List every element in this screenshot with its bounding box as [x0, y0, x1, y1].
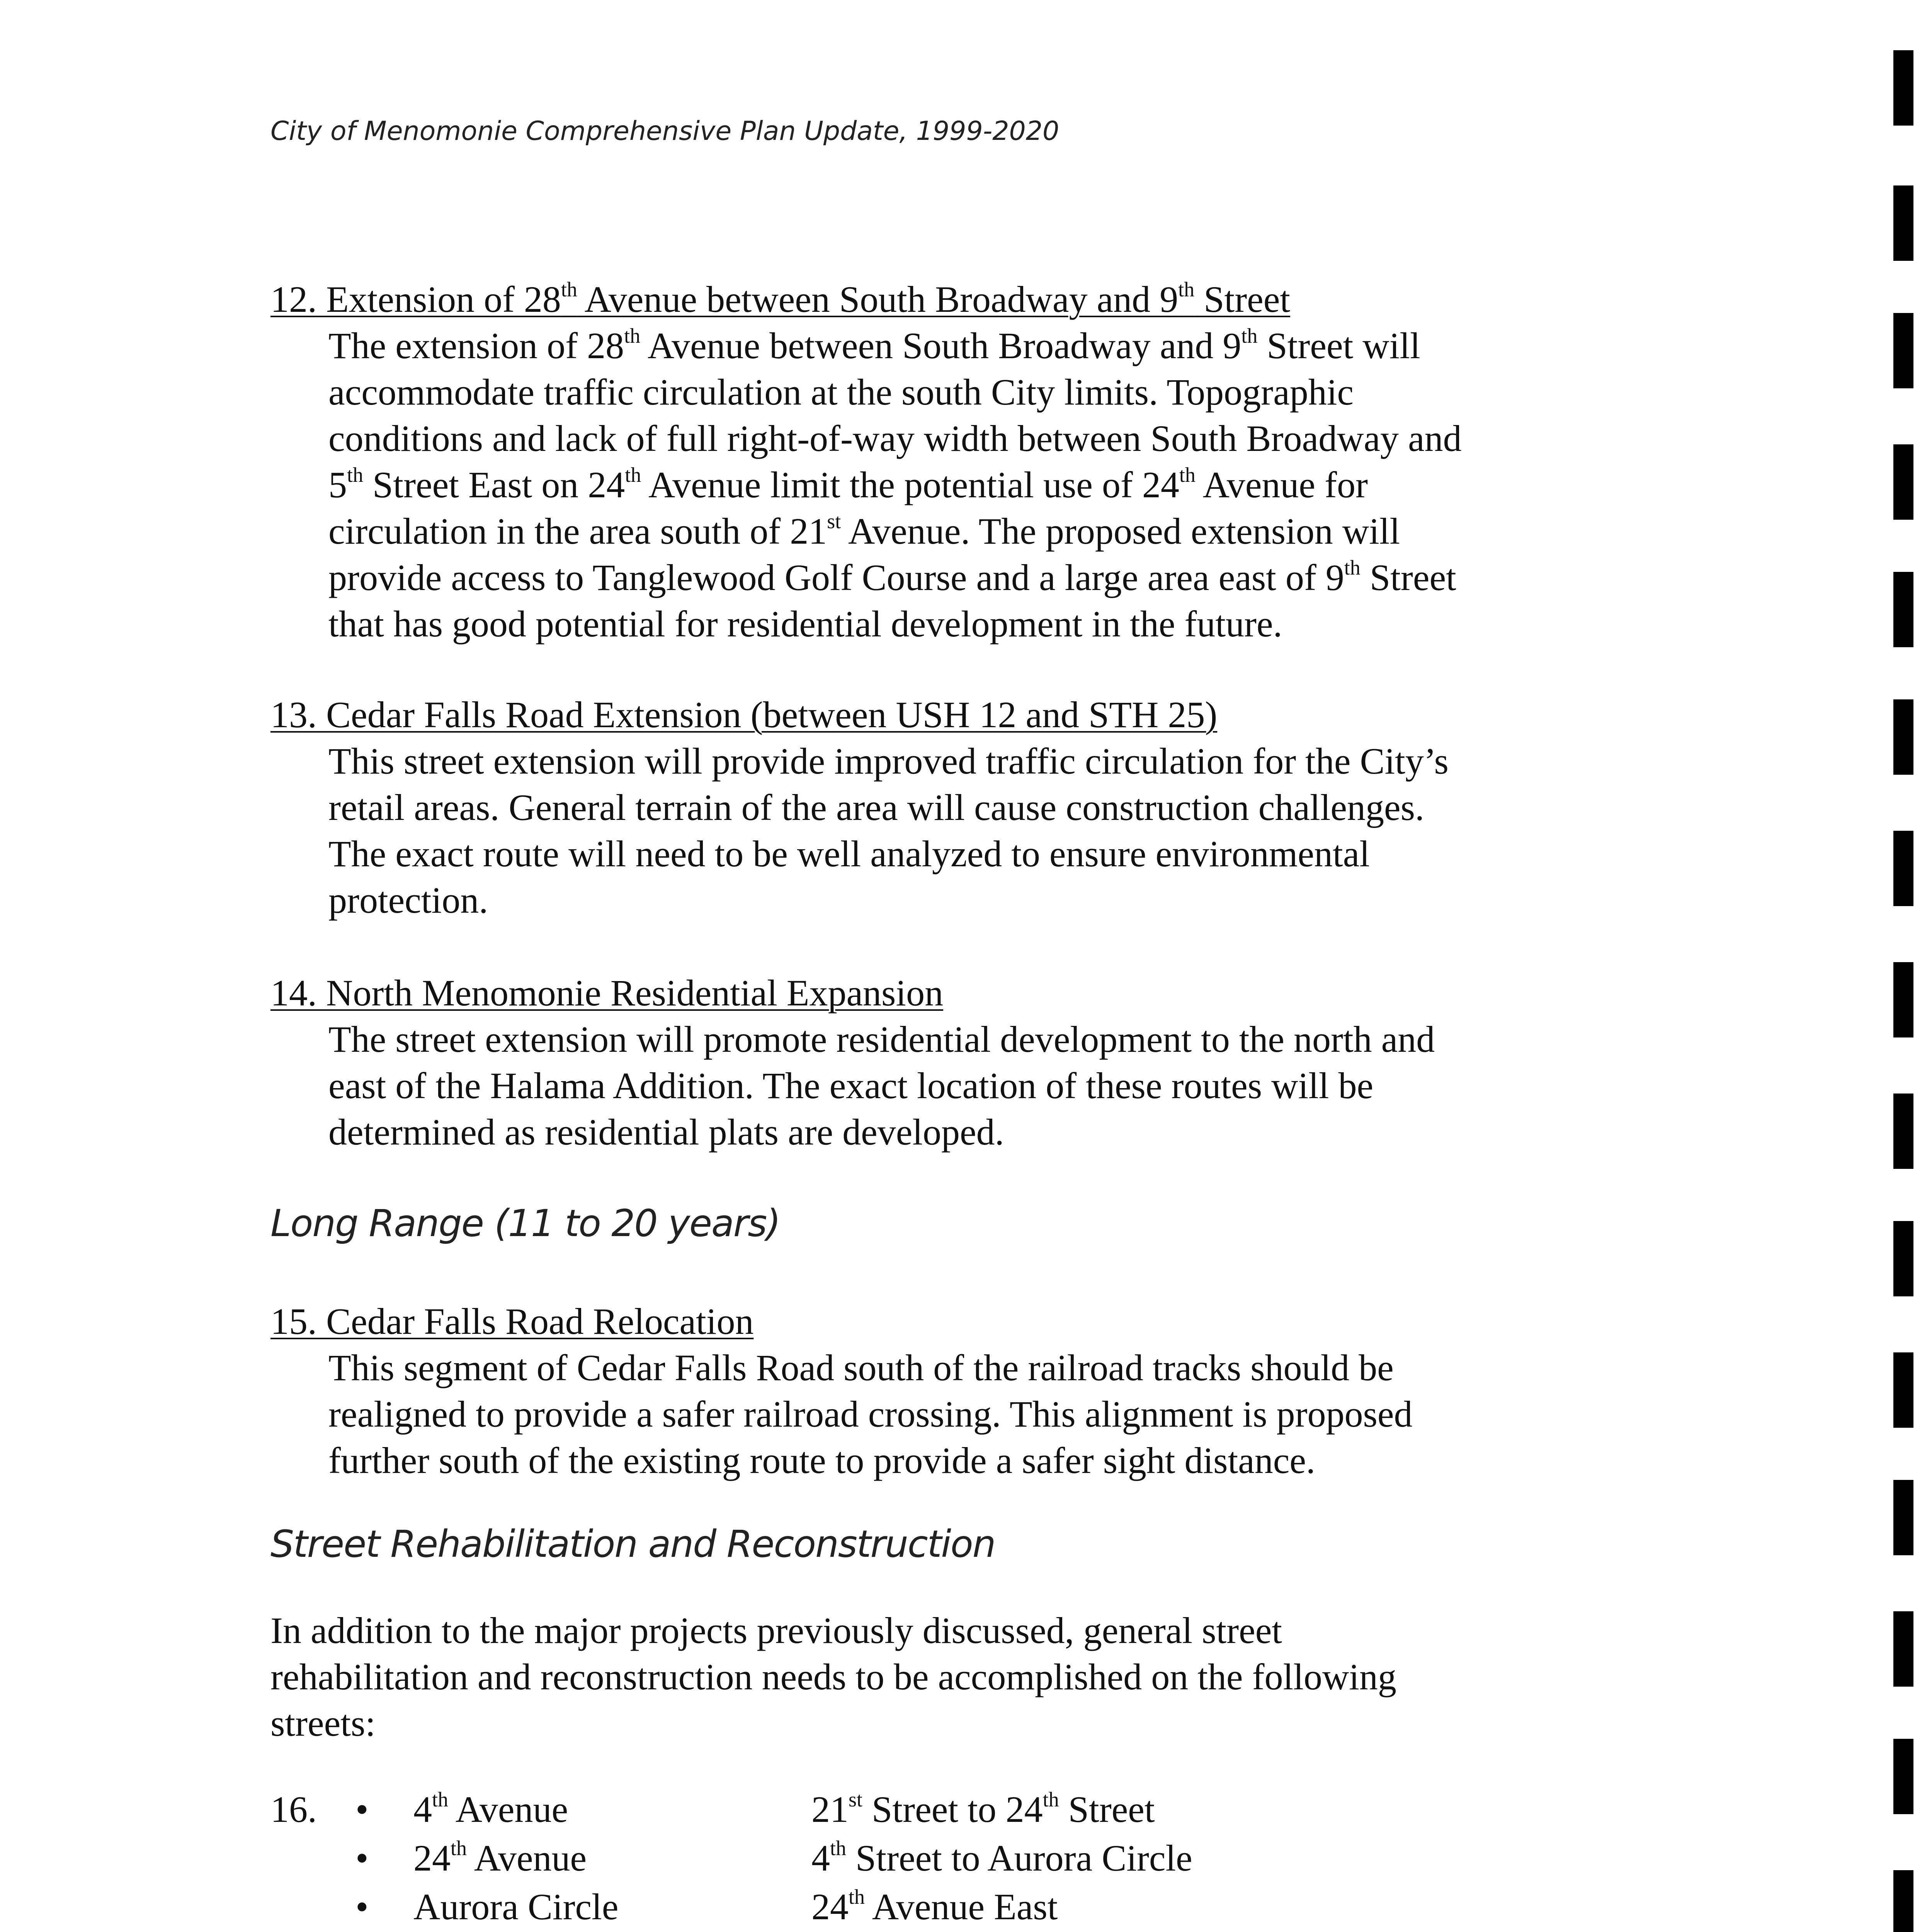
paragraph-line: streets: — [270, 1702, 376, 1744]
binding-mark — [1893, 1221, 1913, 1296]
body-line: conditions and lack of full right-of-way width between South Broadway and — [328, 418, 1462, 459]
item-body — [328, 1345, 1700, 1484]
street-row — [270, 1785, 1430, 1834]
body-line: This segment of Cedar Falls Road south of the railroad tracks should be — [328, 1347, 1394, 1388]
binding-mark — [1893, 1352, 1913, 1428]
item-body — [328, 323, 1700, 647]
body-line: determined as residential plats are developed. — [328, 1111, 1004, 1153]
bullet-icon: • — [355, 1789, 369, 1830]
item-title: 13. Cedar Falls Road Extension (between USH 12 and STH 25) — [270, 694, 1218, 735]
body-line: The extension of 28th Avenue between South Broadway and 9th Street will — [328, 324, 1420, 366]
body-line: accommodate traffic circulation at the south City limits. Topographic — [328, 371, 1354, 413]
body-line: provide access to Tanglewood Golf Course and a large area east of 9th Street — [328, 556, 1456, 598]
street-list — [270, 1785, 1430, 1931]
body-line: protection. — [328, 879, 488, 921]
binding-mark — [1893, 962, 1913, 1037]
binding-mark — [1893, 50, 1913, 126]
paragraph-line: In addition to the major projects previously discussed, general street — [270, 1610, 1282, 1651]
binding-mark — [1893, 699, 1913, 775]
body-line: that has good potential for residential development in the future. — [328, 603, 1282, 645]
project-item-12 — [270, 276, 1700, 647]
binding-mark — [1893, 572, 1913, 647]
item-title: 12. Extension of 28th Avenue between South Broadway and 9th Street — [270, 278, 1291, 320]
binding-mark — [1893, 1739, 1913, 1814]
bullet-icon: • — [355, 1837, 369, 1879]
street-extent: 4th Street to Aurora Circle — [811, 1837, 1192, 1879]
binding-mark — [1893, 831, 1913, 906]
binding-mark — [1893, 1094, 1913, 1169]
body-line: further south of the existing route to provide a safer sight distance. — [328, 1440, 1315, 1481]
list-number: 16. — [270, 1789, 317, 1830]
binding-mark — [1893, 444, 1913, 520]
paragraph-line: rehabilitation and reconstruction needs to be accomplished on the following — [270, 1656, 1396, 1697]
body-line: The exact route will need to be well analyzed to ensure environmental — [328, 833, 1370, 874]
body-line: realigned to provide a safer railroad crossing. This alignment is proposed — [328, 1393, 1413, 1435]
body-line: This street extension will provide improved traffic circulation for the City’s — [328, 740, 1449, 782]
street-extent: 21st Street to 24th Street — [811, 1788, 1155, 1830]
project-item-13 — [270, 692, 1700, 923]
rehab-paragraph — [270, 1607, 1396, 1747]
body-line: 5th Street East on 24th Avenue limit the potential use of 24th Avenue for — [328, 463, 1368, 505]
street-row — [270, 1834, 1430, 1883]
section-heading-rehab: Street Rehabilitation and Reconstruction — [270, 1522, 995, 1566]
street-row — [270, 1883, 1430, 1931]
street-name: 24th Avenue — [413, 1837, 587, 1879]
project-item-14 — [270, 970, 1700, 1155]
binding-mark — [1893, 313, 1913, 388]
item-title: 14. North Menomonie Residential Expansion — [270, 972, 944, 1014]
section-heading-long-range: Long Range (11 to 20 years) — [270, 1202, 780, 1245]
body-line: east of the Halama Addition. The exact location of these routes will be — [328, 1065, 1374, 1106]
street-name: Aurora Circle — [413, 1886, 619, 1927]
binding-mark — [1893, 1870, 1913, 1932]
item-body — [328, 738, 1700, 923]
item-body — [328, 1016, 1700, 1155]
project-item-15 — [270, 1298, 1700, 1484]
binding-mark — [1893, 185, 1913, 261]
item-title: 15. Cedar Falls Road Relocation — [270, 1301, 754, 1342]
bullet-icon: • — [355, 1886, 369, 1927]
binding-mark — [1893, 1480, 1913, 1555]
binding-mark — [1893, 1611, 1913, 1687]
body-line: circulation in the area south of 21st Avenue. The proposed extension will — [328, 510, 1400, 552]
body-line: retail areas. General terrain of the area will cause construction challenges. — [328, 787, 1424, 828]
running-header: City of Menomonie Comprehensive Plan Update, 1999-2020 — [270, 116, 1060, 146]
street-name: 4th Avenue — [413, 1788, 568, 1830]
body-line: The street extension will promote residential development to the north and — [328, 1019, 1435, 1060]
street-extent: 24th Avenue East — [811, 1885, 1058, 1927]
